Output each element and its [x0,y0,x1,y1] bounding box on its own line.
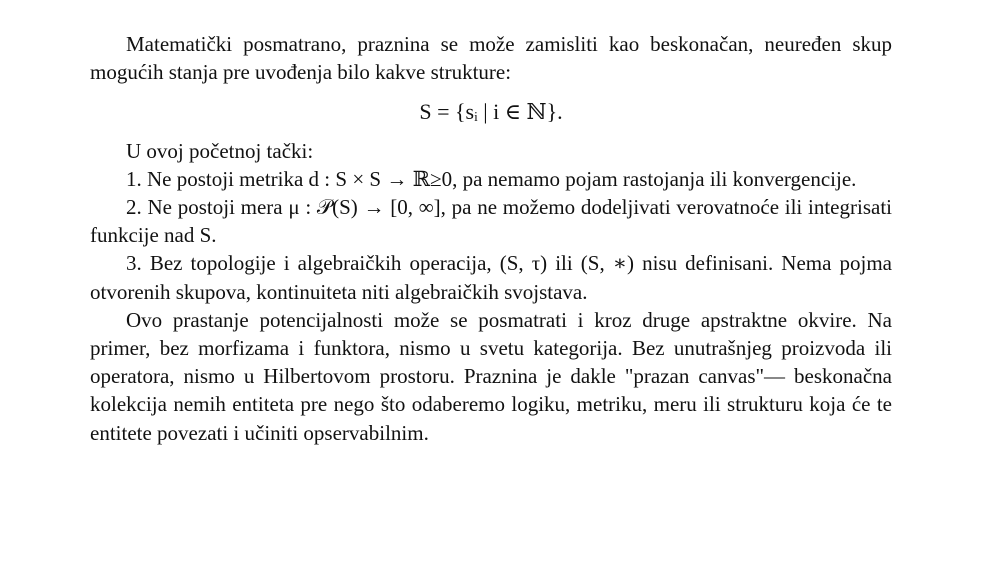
intro-paragraph: Matematički posmatrano, praznina se može zamisliti kao beskonačan, neuređen skup mogućih stanja pre uvođenja bilo kakve strukture: [90,32,892,85]
list-item-measure: 2. Ne postoji mera μ : 𝒫(S) → [0, ∞], pa ne možemo dodeljivati verovatnoće ili integrisati funkcije nad S. [90,195,892,248]
final-paragraph: Ovo prastanje potencijalnosti može se posmatrati i kroz druge apstraktne okvire. Na primer, bez morfizama i funktora, nismo u svetu kategorija. Bez unutrašnjeg proizvoda ili operatora, nismo u Hilbertovom prostoru. Praznina je dakle "prazan canvas"— beskonačna kolekcija nemih entiteta pre nego što odaberemo logiku, metriku, meru ili strukturu koja će te entitete povezati i učiniti opservabilnim. [90,307,892,445]
list-item-metric: 1. Ne postoji metrika d : S × S → ℝ≥0, pa nemamo pojam rastojanja ili konvergencije. [126,166,857,191]
starting-point-paragraph: U ovoj početnoj tački: [126,138,314,163]
set-equation: S = {sᵢ | i ∈ ℕ}. [419,99,563,125]
text-body [90,30,892,447]
list-item-topology: 3. Bez topologije i algebraičkih operacija, (S, τ) ili (S, ∗) nisu definisani. Nema pojma otvorenih skupova, kontinuiteta niti algebraičkih svojstava. [90,251,892,304]
